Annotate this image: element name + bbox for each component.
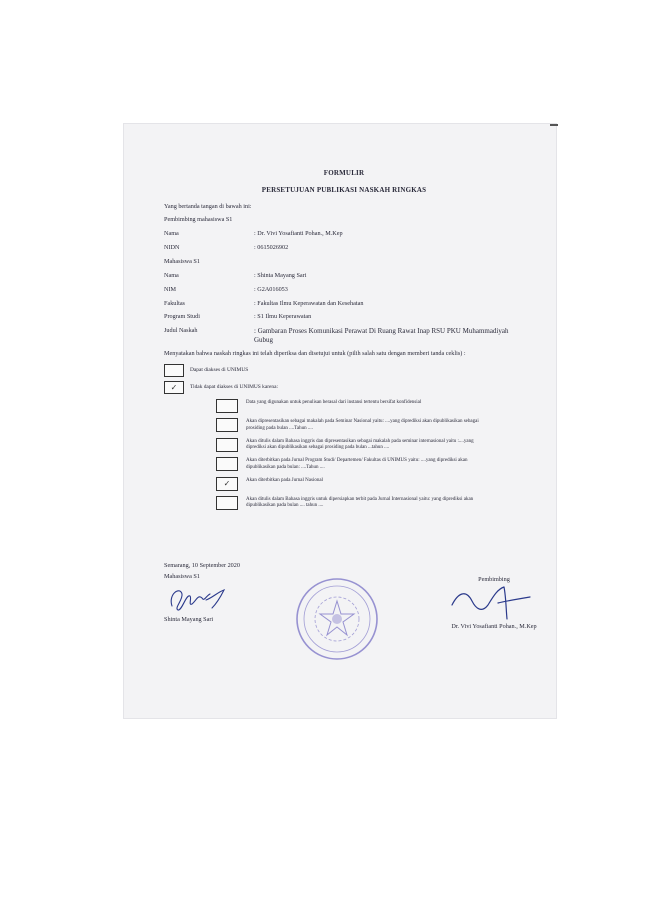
statement-text: Menyatakan bahwa naskah ringkas ini telah diperiksa dan disetujui untuk (pilih salah satu dengan memberi tanda ceklis) : (164, 350, 466, 358)
judul-row (164, 327, 524, 344)
reason-label: Akan ditulis dalam Bahasa inggris untuk dipersiapkan terbit pada Jurnal Internasional yaitu: yang diprediksi akan dipublikasikan pada bulan .... tahun .... (246, 496, 474, 509)
field-value: : Fakultas Ilmu Keperawatan dan Kesehatan (254, 299, 364, 307)
document-page (124, 124, 556, 718)
field-label: NIM (164, 285, 177, 293)
reason-item[interactable] (216, 457, 524, 472)
field-label: Nama (164, 271, 179, 279)
field-label: NIDN (164, 243, 180, 251)
option-not-accessible[interactable] (164, 381, 524, 394)
checkbox[interactable] (216, 399, 238, 413)
place-date: Semarang, 10 September 2020 (164, 562, 240, 569)
reason-item[interactable] (216, 399, 524, 413)
university-seal-icon (292, 574, 382, 664)
field-value: : 0615026902 (254, 243, 289, 251)
field-value: : Shinta Mayang Sari (254, 271, 307, 279)
reason-label: Akan ditulis dalam Bahasa inggris dan dipresentasikan sebagai makalah pada seminar internasional yaitu :....yang diprediksi akan dipublikasikan sebagai prosiding pada bulan ...tahun .... (246, 438, 474, 451)
field-row (164, 300, 524, 308)
form-subtitle: PERSETUJUAN PUBLIKASI NASKAH RINGKAS (261, 185, 427, 194)
advisor-signature-icon (444, 583, 554, 621)
field-label: Judul Naskah (164, 327, 198, 335)
student-signature-icon (166, 584, 236, 614)
field-row (164, 272, 524, 280)
student-name: Shinta Mayang Sari (164, 616, 214, 623)
field-label: Fakultas (164, 299, 185, 307)
mahasiswa-heading: Mahasiswa S1 (164, 257, 200, 265)
field-label: Nama (164, 230, 179, 237)
advisor-role: Pembimbing (478, 576, 510, 583)
checkbox[interactable] (216, 457, 238, 471)
advisor-name: Dr. Vivi Yosafianti Pohan., M.Kep (451, 623, 537, 630)
field-label: Program Studi (164, 313, 200, 321)
checkbox[interactable] (216, 438, 238, 452)
field-value: : G2A016053 (254, 285, 288, 293)
pembimbing-heading: Pembimbing mahasiswa S1 (164, 216, 233, 224)
judul-value: : Gambaran Proses Komunikasi Perawat Di Ruang Rawat Inap RSU PKU Muhammadiyah Gubug (254, 327, 509, 344)
reason-item[interactable] (216, 496, 524, 511)
field-row (164, 286, 524, 294)
checkbox[interactable] (164, 364, 184, 377)
reason-item[interactable] (216, 418, 524, 433)
field-value: : Dr. Vivi Yosafianti Pohan., M.Kep (254, 230, 343, 237)
reason-label: Akan dipresentasikan sebagai makalah pada Seminar Nasional yaitu: ....yang diprediksi akan dipublikasikan sebagai prosiding pada bulan ....Tahun .... (246, 419, 479, 431)
option-accessible[interactable] (164, 364, 524, 377)
form-body (164, 169, 524, 515)
reason-label: Akan diterbitkan pada Jurnal Nasional (246, 477, 323, 483)
reason-label: Akan diterbitkan pada Jurnal Program Studi/ Departemen/ Fakultas di UNIMUS yaitu: ....yang diprediksi akan dipublikasikan pada bulan: ....Tahun .... (246, 458, 468, 470)
option-label: Tidak dapat diakses di UNIMUS karena: (190, 384, 278, 391)
field-row (164, 244, 524, 252)
reason-item[interactable] (216, 477, 524, 491)
checkbox-checked[interactable]: ✓ (216, 477, 238, 491)
checkbox[interactable] (216, 418, 238, 432)
advisor-signature-block (424, 576, 564, 630)
field-row (164, 313, 524, 321)
student-role: Mahasiswa S1 (164, 573, 200, 580)
field-value: : S1 Ilmu Keperawatan (254, 313, 312, 321)
option-label: Dapat diakses di UNIMUS (190, 367, 249, 374)
scan-mark (550, 124, 558, 126)
reason-item[interactable] (216, 438, 524, 453)
form-title: FORMULIR (323, 169, 365, 177)
reason-label: Data yang digunakan untuk penulisan berasal dari instansi tertentu bersifat konfidensial (246, 400, 422, 406)
student-signature-block (164, 562, 240, 623)
reason-list (216, 399, 524, 510)
field-row (164, 230, 524, 238)
checkbox-checked[interactable]: ✓ (164, 381, 184, 394)
intro-text: Yang bertanda tangan di bawah ini: (164, 202, 252, 210)
checkbox[interactable] (216, 496, 238, 510)
